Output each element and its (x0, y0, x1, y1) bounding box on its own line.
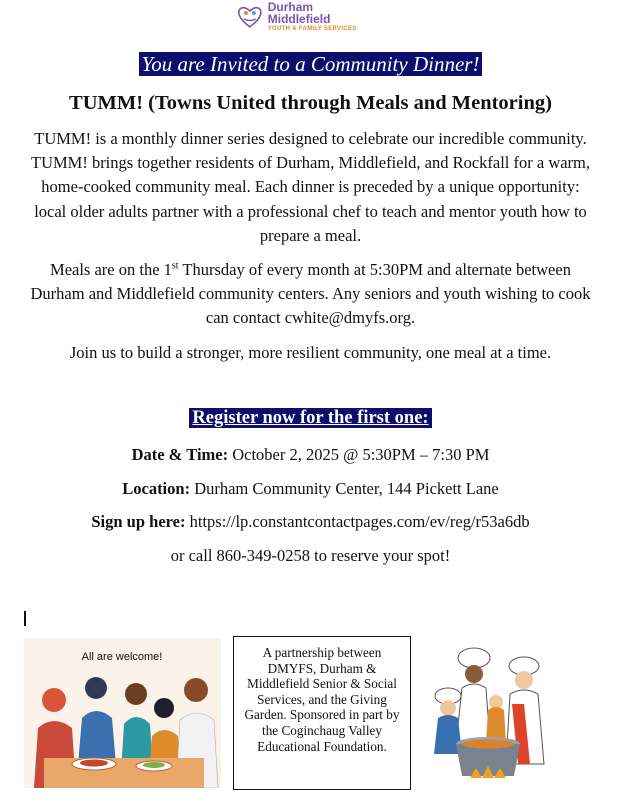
community-dinner-illustration (24, 638, 221, 788)
location-value: Durham Community Center, 144 Pickett Lane (190, 479, 499, 498)
schedule-paragraph (24, 258, 597, 331)
date-time-label: Date & Time: (131, 445, 229, 464)
invite-banner-text: You are Invited to a Community Dinner! (139, 52, 483, 76)
register-banner (0, 408, 621, 429)
call-line: or call 860-349-0258 to reserve your spot! (170, 546, 451, 565)
date-time-line (0, 445, 621, 465)
invite-banner (0, 52, 621, 77)
text-cursor (24, 611, 26, 626)
page-title: TUMM! (Towns United through Meals and Mentoring) (69, 92, 552, 114)
closing-paragraph: Join us to build a stronger, more resilient community, one meal at a time. (69, 343, 552, 362)
logo-title: Durham Middlefield (267, 0, 331, 26)
signup-label: Sign up here: (91, 512, 186, 531)
signup-link[interactable]: https://lp.constantcontactpages.com/ev/reg/r53a6db (185, 512, 530, 531)
organization-logo (236, 0, 378, 32)
schedule-text-start: Meals are on the 1 (50, 260, 172, 279)
illustration-caption: All are welcome! (81, 651, 163, 663)
schedule-text-end: Thursday of every month at 5:30PM and alternate between Durham and Middlefield community centers. Any seniors and youth wishing to cook can contact cwhite@dmyfs.org. (30, 260, 591, 328)
signup-line (0, 512, 621, 532)
intro-paragraph: TUMM! is a monthly dinner series designed to celebrate our incredible community. TUMM! brings together residents of Durham, Middlefield, and Rockfall for a warm, home-cooked community meal. Each dinner is preceded by a unique opportunity: local older adults partner with a professional chef to teach and mentor youth how to prepare a meal. (30, 129, 591, 245)
partnership-box: A partnership between DMYFS, Durham & Middlefield Senior & Social Services, and the Giving Garden. Sponsored in part by the Coginchaug Valley Educational Foundation. (233, 636, 411, 790)
location-line (0, 479, 621, 499)
location-label: Location: (122, 479, 191, 498)
register-banner-text: Register now for the first one: (189, 408, 431, 428)
ordinal-superscript: st (171, 260, 179, 272)
date-time-value: October 2, 2025 @ 5:30PM – 7:30 PM (228, 445, 490, 464)
heart-people-logo-icon (236, 2, 264, 30)
logo-subtitle: YOUTH & FAMILY SERVICES (267, 25, 357, 32)
chefs-cooking-illustration (426, 644, 566, 784)
